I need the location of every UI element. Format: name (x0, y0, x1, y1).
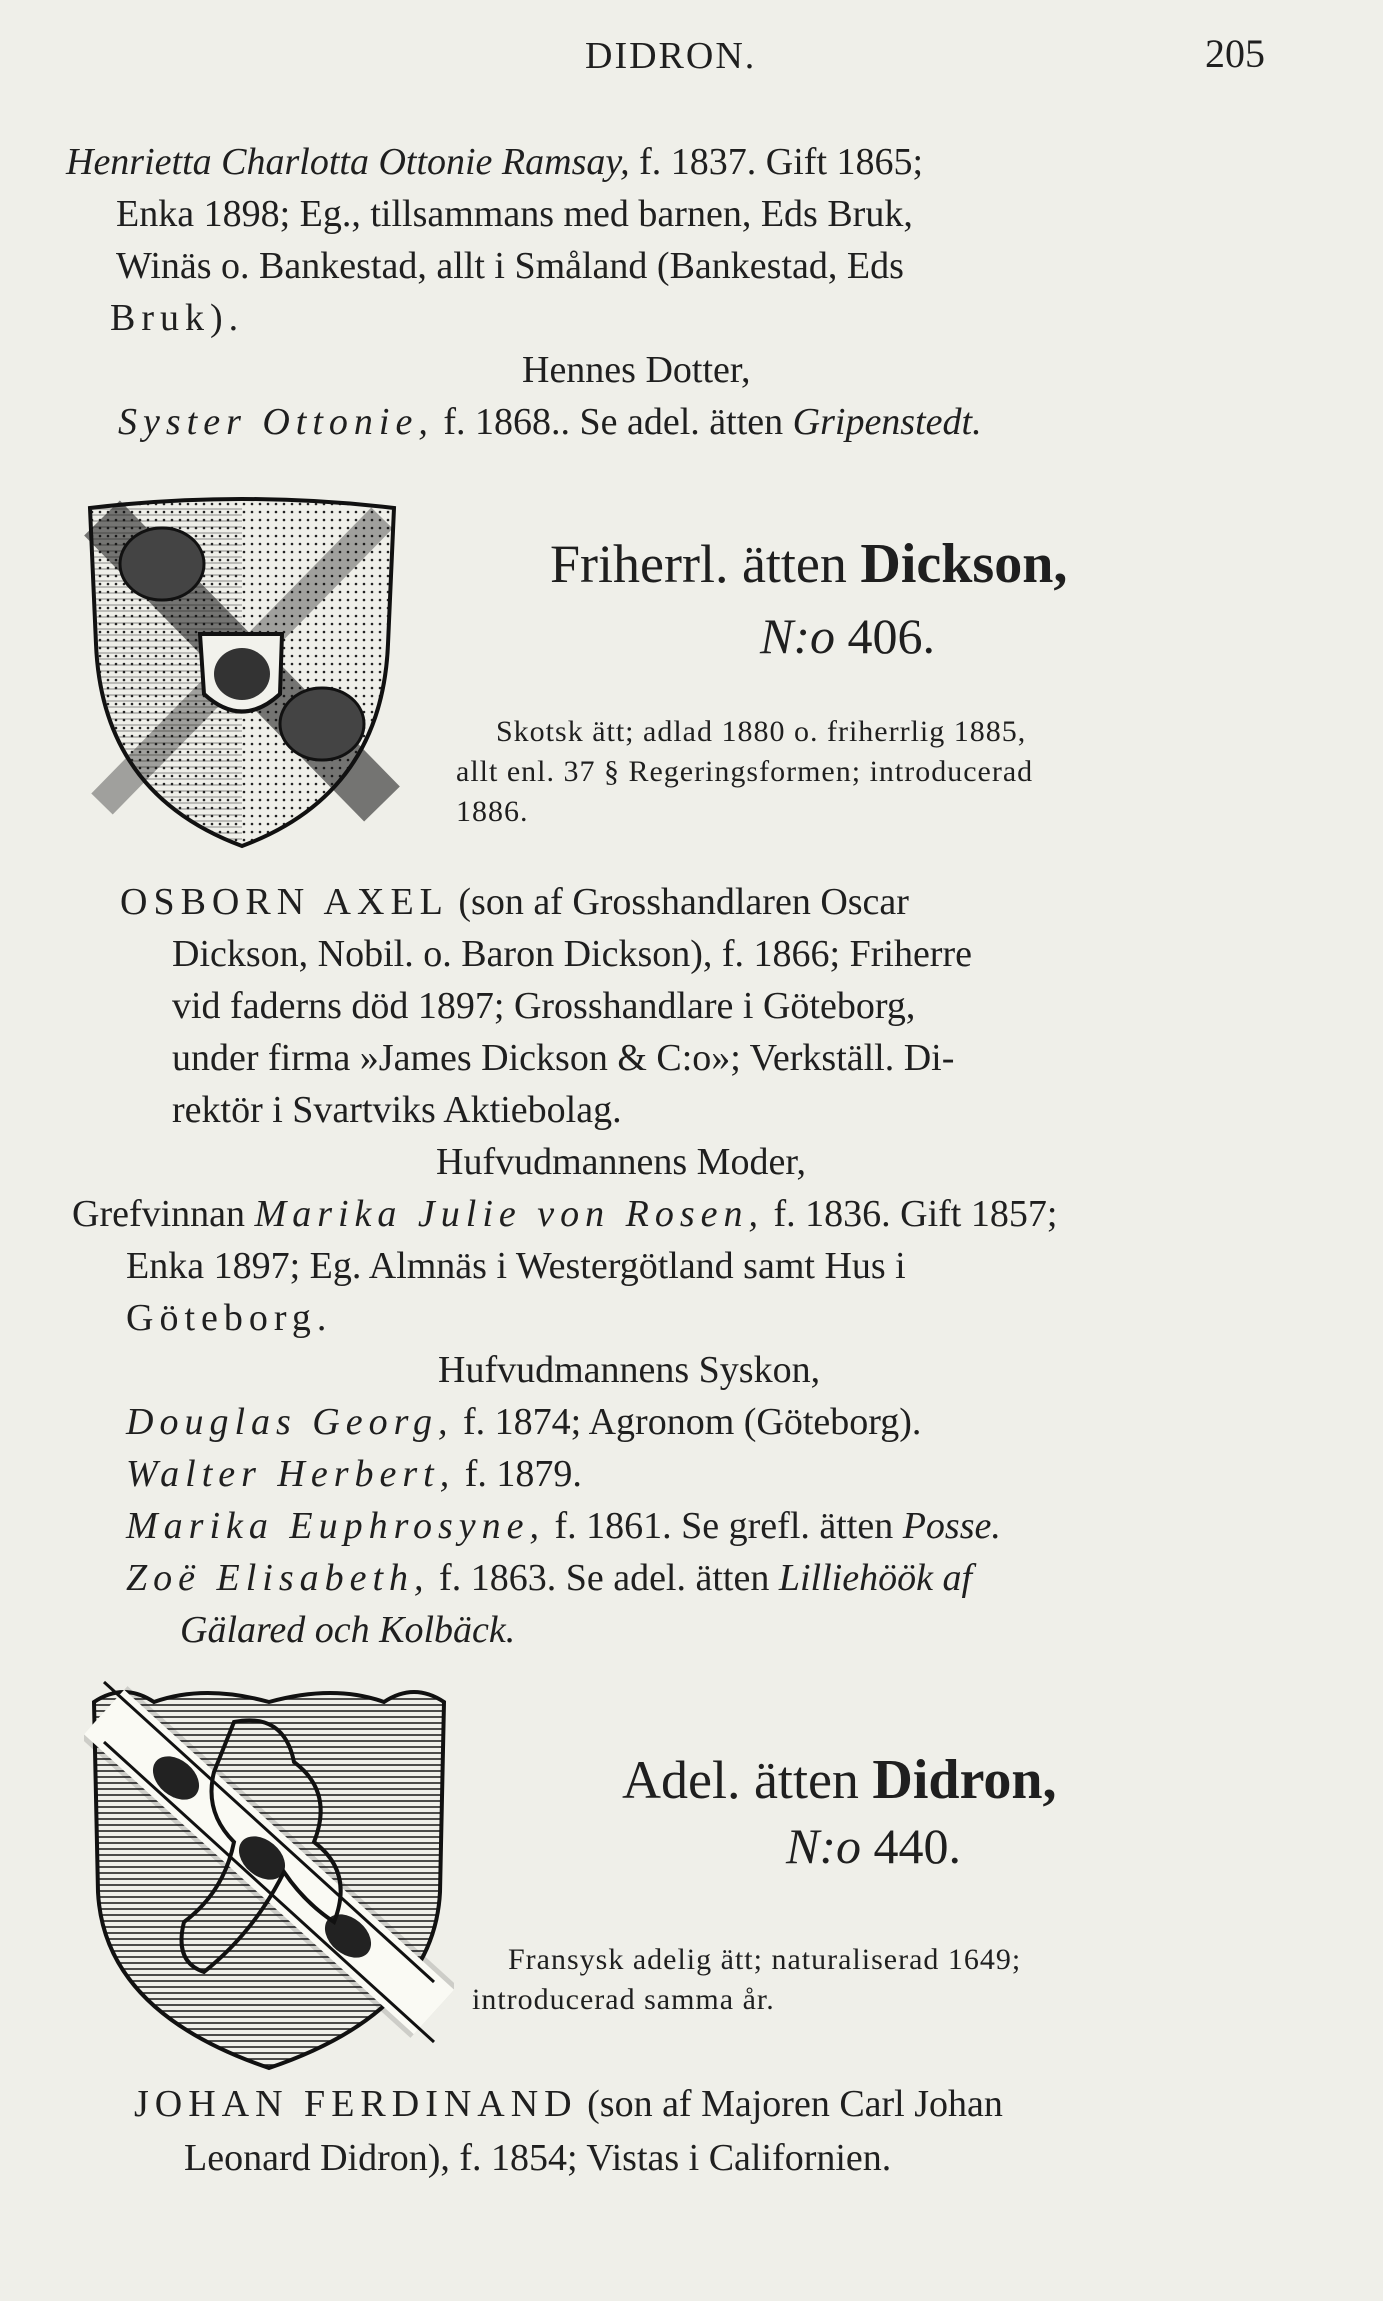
sibling-entry (126, 1554, 972, 1602)
dickson-coat-of-arms (82, 494, 402, 854)
entry-text: f. 1836. Gift 1857; (773, 1193, 1058, 1235)
family-reference: Gripenstedt. (792, 401, 982, 443)
number-value: 406. (847, 608, 935, 664)
family-description: introducerad samma år. (472, 1983, 775, 2016)
entry-line: Leonard Didron), f. 1854; Vistas i Californien. (184, 2137, 892, 2179)
entry-line: Enka 1898; Eg., tillsammans med barnen, Eds Bruk, (116, 193, 913, 235)
family-name: Didron, (872, 1749, 1057, 1811)
number-label: N:o (786, 1818, 861, 1874)
number-value: 440. (873, 1818, 961, 1874)
person-name: Marika Euphrosyne, (126, 1505, 545, 1547)
entry-line: Göteborg. (126, 1297, 333, 1339)
person-name: OSBORN AXEL (120, 881, 449, 923)
entry-line: vid faderns död 1897; Grosshandlare i Göteborg, (172, 985, 916, 1027)
family-reference: Gälared och Kolbäck. (180, 1609, 516, 1651)
family-description: 1886. (456, 795, 529, 828)
person-name: JOHAN FERDINAND (134, 2083, 578, 2125)
entry-line: Bruk). (110, 297, 245, 339)
entry-text: f. 1837. Gift 1865; (639, 141, 924, 183)
number-label: N:o (760, 608, 835, 664)
person-name: Zoë Elisabeth, (126, 1557, 430, 1599)
running-title: DIDRON. (585, 35, 757, 77)
entry-line (72, 1190, 1057, 1238)
entry-line: Dickson, Nobil. o. Baron Dickson), f. 1866; Friherre (172, 933, 972, 975)
family-description: Fransysk adelig ätt; naturaliserad 1649; (508, 1943, 1022, 1976)
entry-text: f. 1868.. Se adel. ätten (443, 401, 784, 443)
entry-line: Winäs o. Bankestad, allt i Småland (Bankestad, Eds (116, 245, 904, 287)
sibling-entry (126, 1398, 921, 1446)
entry-text: f. 1879. (464, 1453, 582, 1495)
entry-line (66, 138, 923, 186)
entry-text: Grefvinnan (72, 1193, 246, 1235)
sibling-entry (126, 1502, 1001, 1550)
sub-heading: Hufvudmannens Moder, (436, 1141, 806, 1183)
entry-line (118, 398, 982, 446)
title-prefix: Friherrl. ätten (550, 534, 847, 594)
entry-line: under firma »James Dickson & C:o»; Verkställ. Di- (172, 1037, 955, 1079)
family-name: Dickson, (860, 533, 1068, 595)
entry-line: Enka 1897; Eg. Almnäs i Westergötland samt Hus i (126, 1245, 906, 1287)
entry-line: rektör i Svartviks Aktiebolag. (172, 1089, 622, 1131)
entry-line (120, 878, 909, 926)
page-number: 205 (1205, 31, 1265, 76)
person-name: Marika Julie von Rosen, (254, 1193, 764, 1235)
sub-heading: Hennes Dotter, (522, 349, 751, 391)
family-reference: Lilliehöök af (778, 1557, 972, 1599)
sibling-entry (126, 1450, 582, 1498)
family-description: Skotsk ätt; adlad 1880 o. friherrlig 1885, (496, 715, 1027, 748)
family-description: allt enl. 37 § Regeringsformen; introducerad (456, 755, 1034, 788)
family-title (622, 1748, 1057, 1812)
entry-line (134, 2080, 1003, 2128)
entry-text: (son af Majoren Carl Johan (587, 2083, 1003, 2125)
family-title (550, 532, 1067, 596)
person-name: Douglas Georg, (126, 1401, 454, 1443)
didron-coat-of-arms (84, 1672, 454, 2072)
person-name: Walter Herbert, (126, 1453, 456, 1495)
title-prefix: Adel. ätten (622, 1750, 859, 1810)
entry-text: f. 1863. Se adel. ätten (439, 1557, 770, 1599)
family-number (760, 606, 935, 666)
family-reference: Posse. (902, 1505, 1001, 1547)
entry-text: (son af Grosshandlaren Oscar (458, 881, 909, 923)
family-number (786, 1816, 961, 1876)
person-name: Henrietta Charlotta Ottonie Ramsay, (66, 141, 630, 183)
person-name: Syster Ottonie, (118, 401, 434, 443)
entry-text: f. 1861. Se grefl. ätten (554, 1505, 894, 1547)
sub-heading: Hufvudmannens Syskon, (438, 1349, 821, 1391)
entry-text: f. 1874; Agronom (Göteborg). (462, 1401, 922, 1443)
